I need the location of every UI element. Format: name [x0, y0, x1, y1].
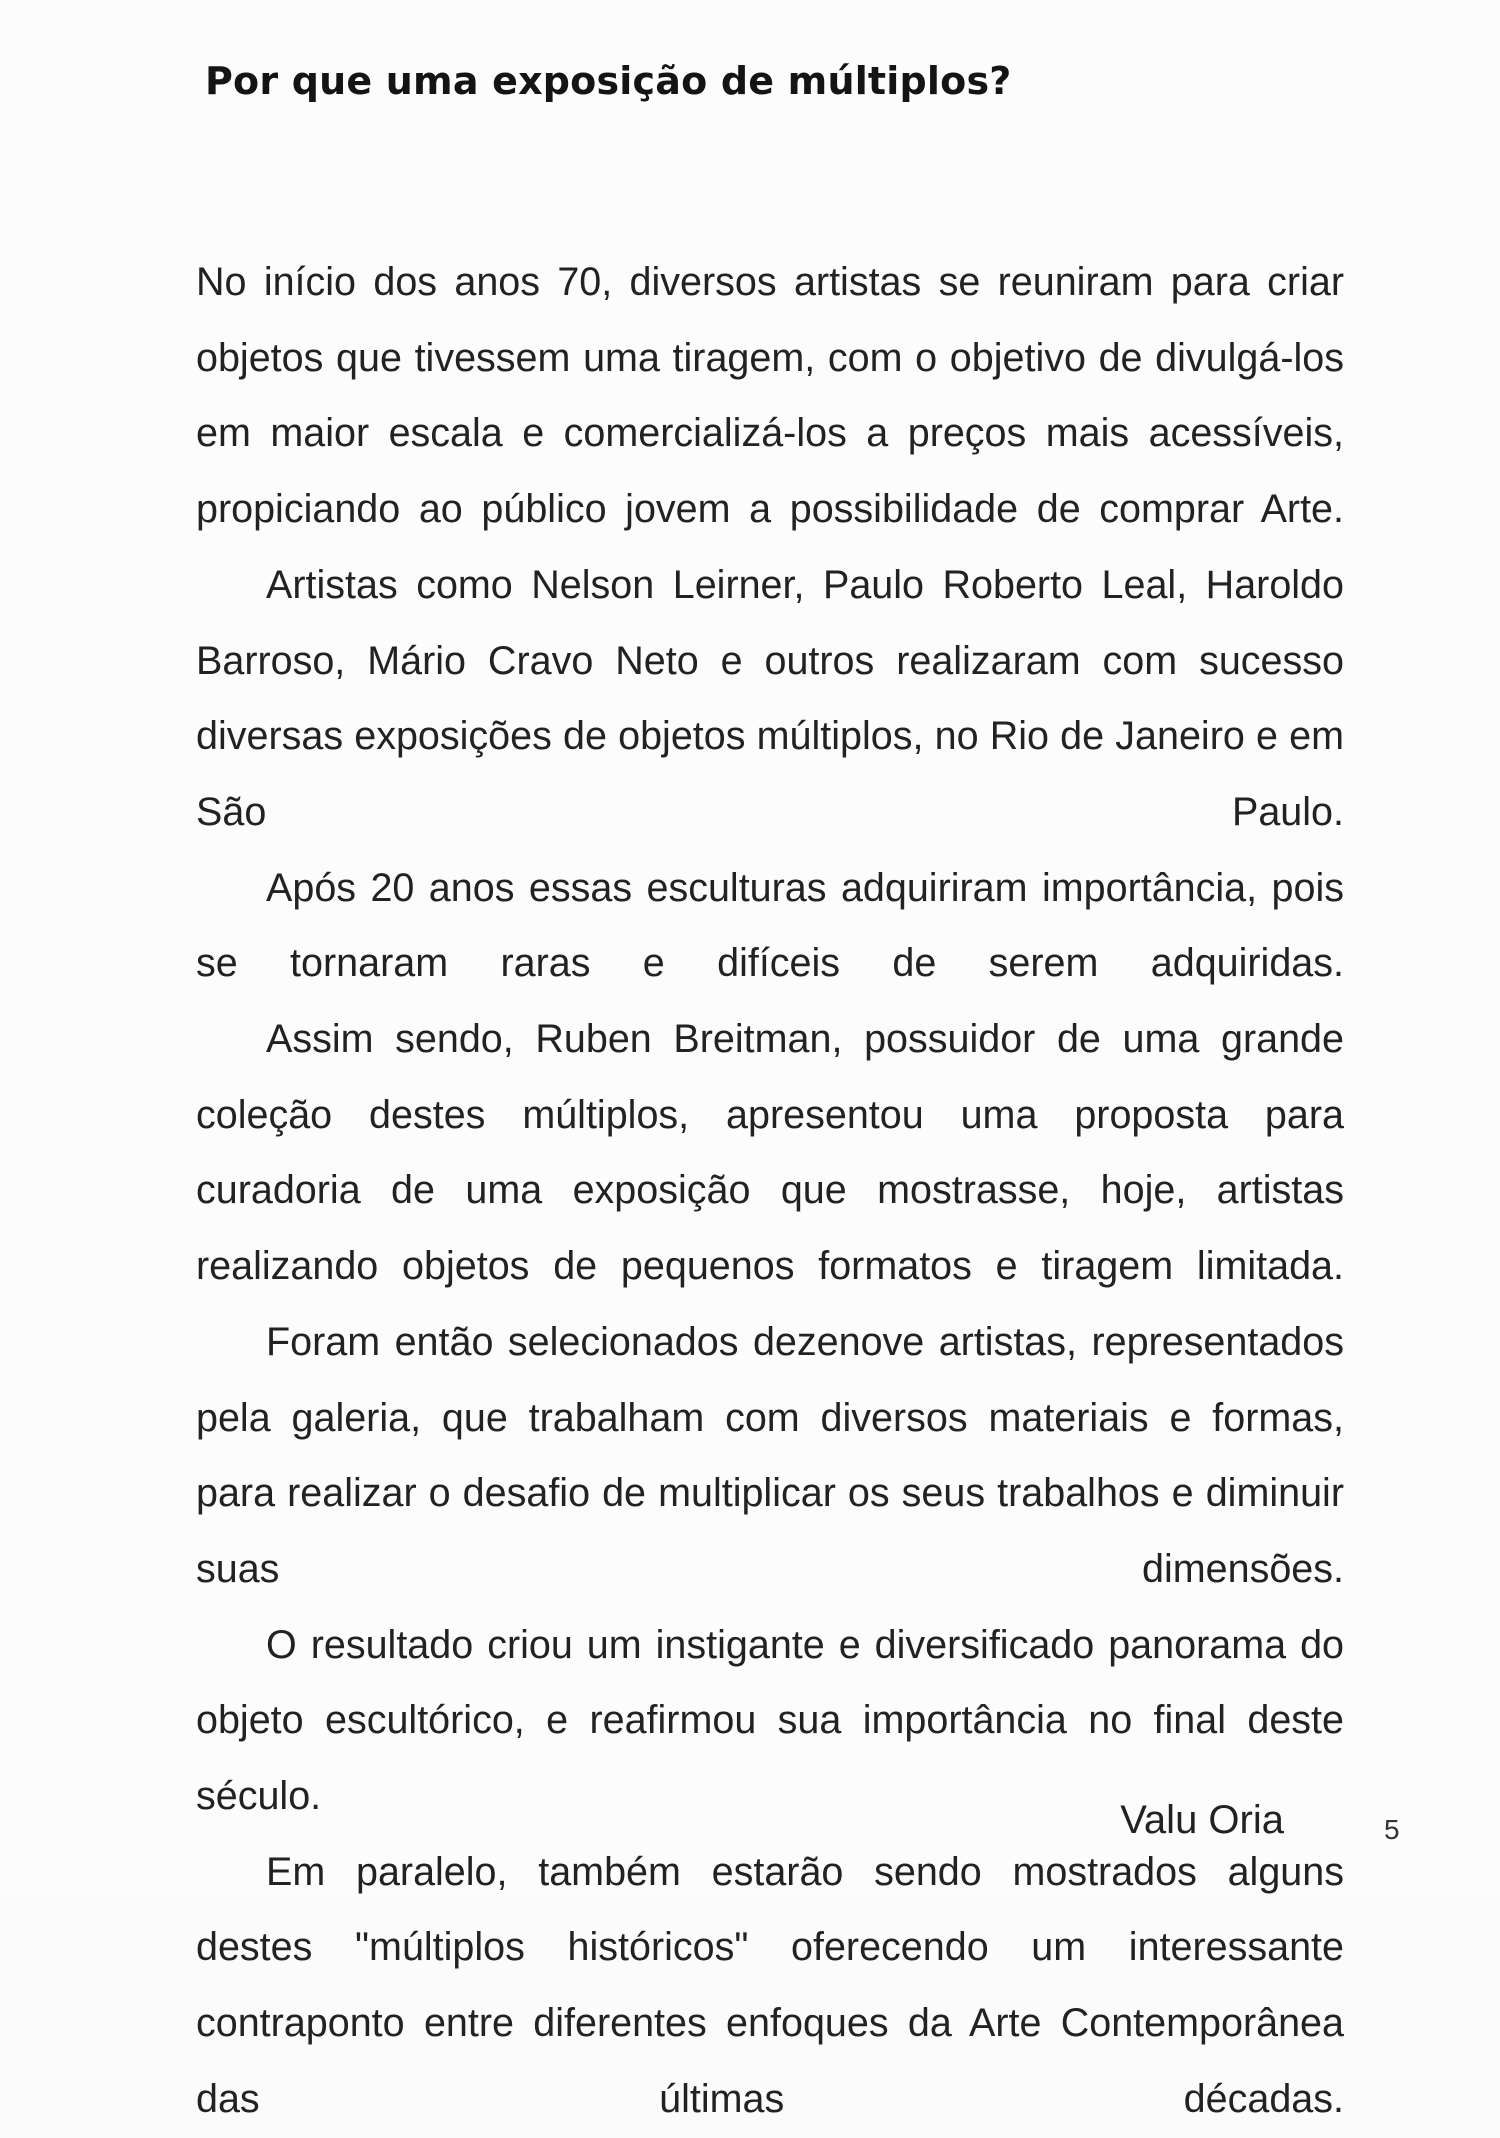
paragraph: O resultado criou um instigante e diversificado panorama do objeto escultórico, e reafirmou sua importância no final deste século.: [196, 1622, 1344, 1819]
author-signature: Valu Oria: [1120, 1798, 1284, 1842]
paragraph: Em paralelo, também estarão sendo mostrados alguns destes "múltiplos históricos" oferecendo um interessante contraponto entre diferentes enfoques da Arte Contemporânea das últimas décadas.: [196, 1849, 1344, 2121]
body-text: [196, 245, 1344, 2138]
paragraph: Após 20 anos essas esculturas adquiriram importância, pois se tornaram raras e difíceis de serem adquiridas.: [196, 865, 1344, 986]
page-number: 5: [1384, 1814, 1400, 1845]
page-title: Por que uma exposição de múltiplos?: [205, 59, 1012, 103]
paragraph: Assim sendo, Ruben Breitman, possuidor de uma grande coleção destes múltiplos, apresentou uma proposta para curadoria de uma exposição que mostrasse, hoje, artistas realizando objetos de pequenos formatos e tiragem limitada.: [196, 1017, 1344, 1289]
paragraph: Foram então selecionados dezenove artistas, representados pela galeria, que trabalham com diversos materiais e formas, para realizar o desafio de multiplicar os seus trabalhos e diminuir suas dimensões.: [196, 1319, 1344, 1591]
paragraph: No início dos anos 70, diversos artistas se reuniram para criar objetos que tivessem uma tiragem, com o objetivo de divulgá-los em maior escala e comercializá-los a preços mais acessíveis, propiciando ao público jovem a possibilidade de comprar Arte.: [196, 260, 1344, 532]
paragraph: Artistas como Nelson Leirner, Paulo Roberto Leal, Haroldo Barroso, Mário Cravo Neto e outros realizaram com sucesso diversas exposições de objetos múltiplos, no Rio de Janeiro e em São Paulo.: [196, 562, 1344, 834]
